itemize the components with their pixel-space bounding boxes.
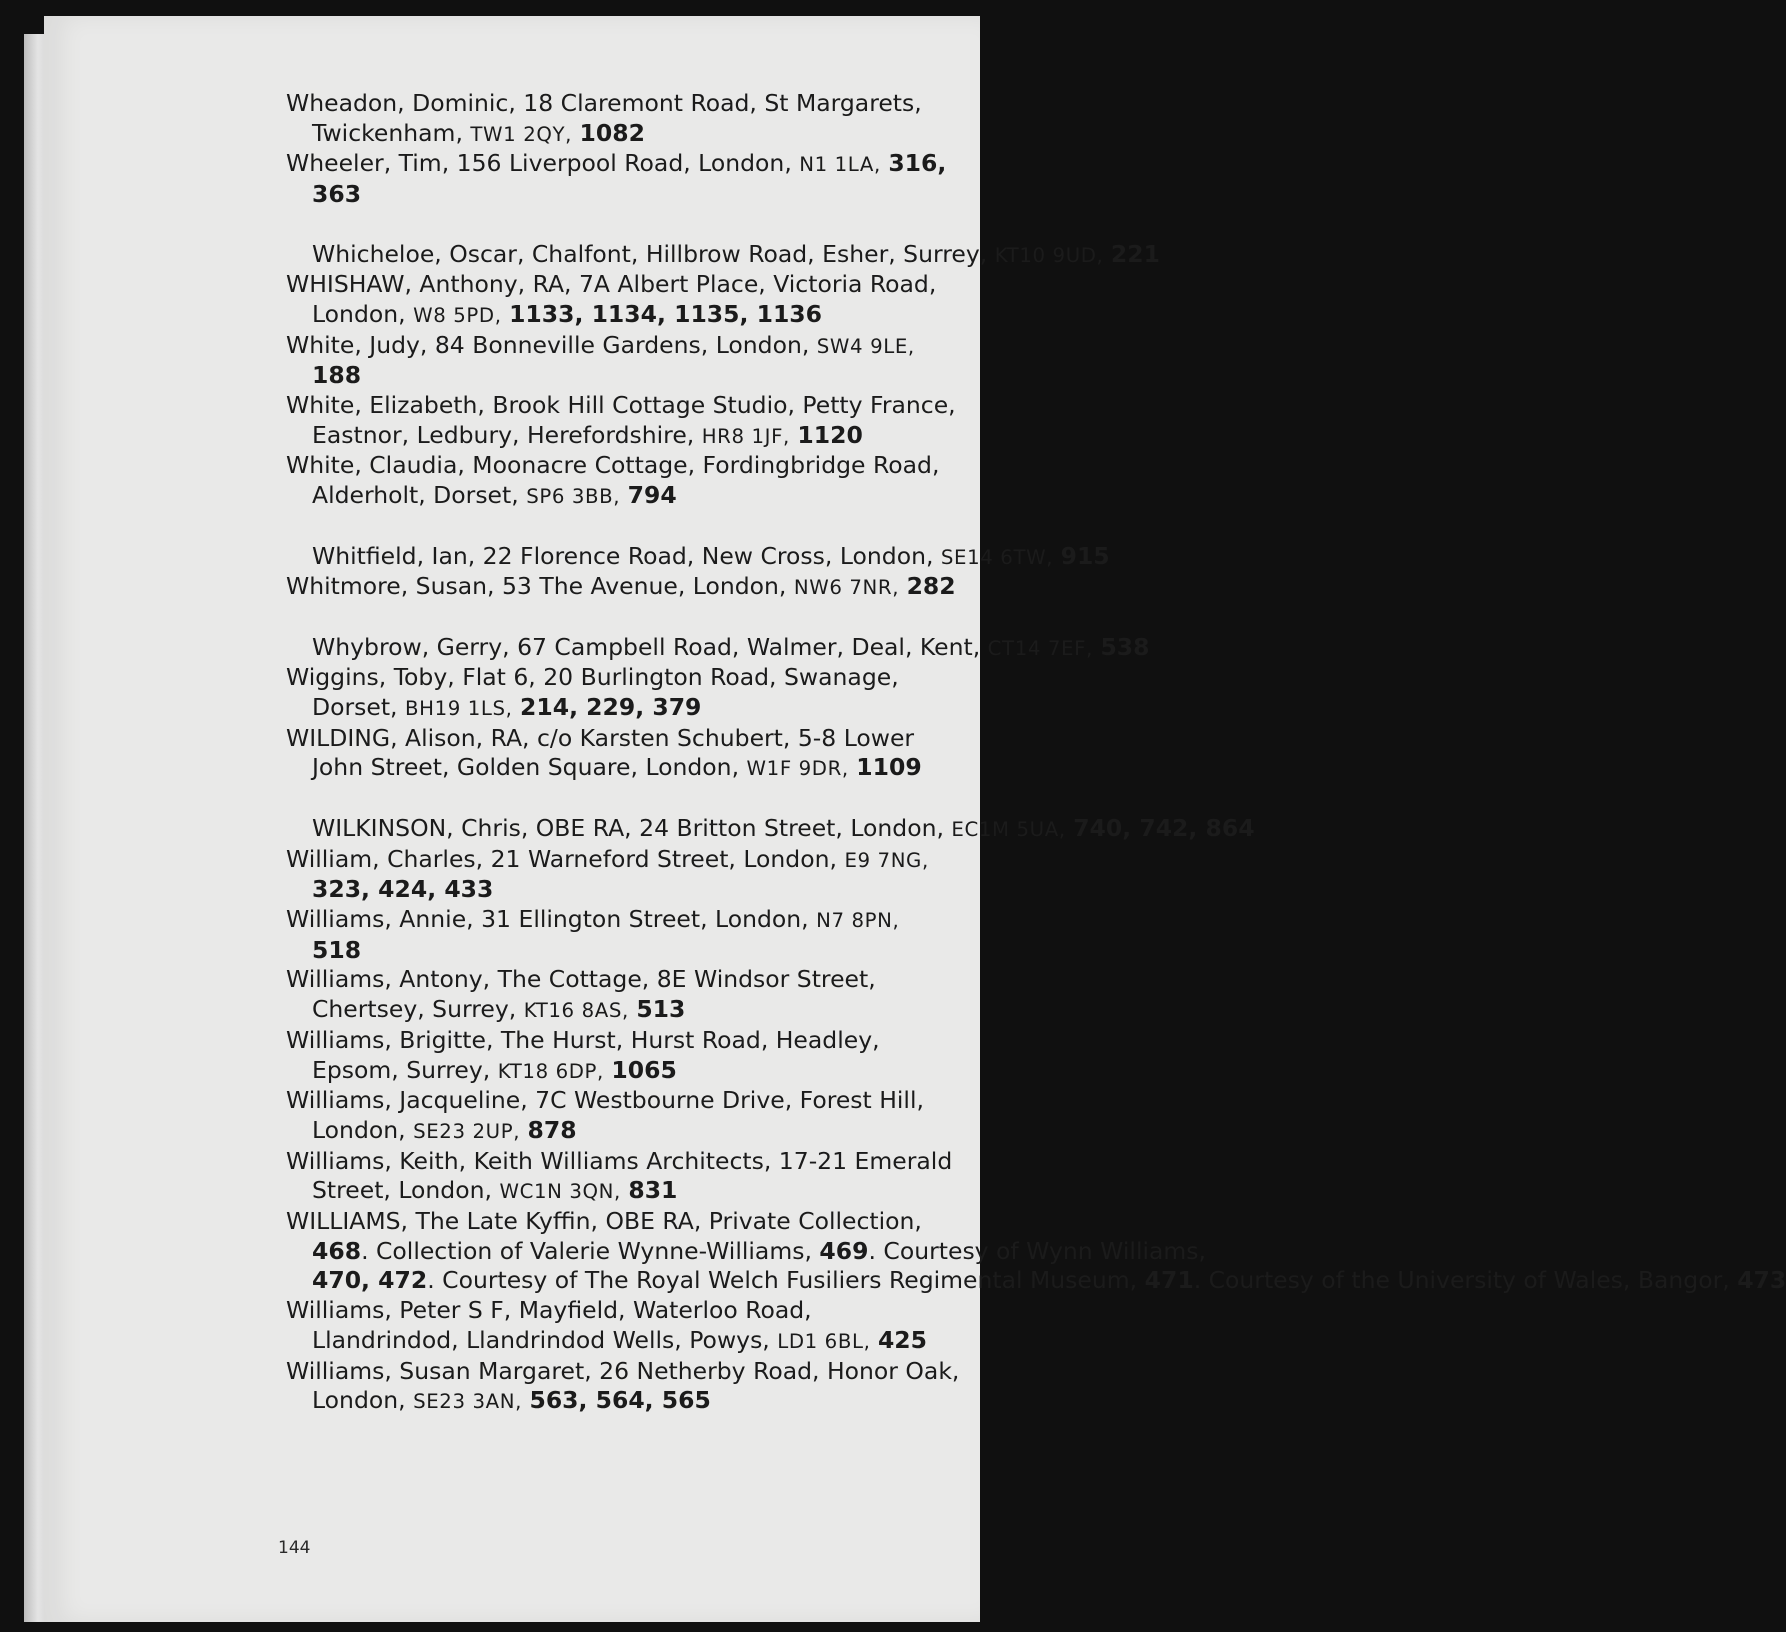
- page-number: 144: [278, 1538, 311, 1558]
- postcode: KT18 6DP,: [497, 1059, 604, 1083]
- entry-text: Whybrow, Gerry, 67 Campbell Road, Walmer, Deal, Kent,: [312, 632, 981, 661]
- index-entry-kyffin: [286, 1207, 1786, 1296]
- page-refs: 1082: [579, 118, 645, 147]
- postcode: E9 7NG,: [844, 848, 929, 872]
- postcode: N7 8PN,: [816, 908, 900, 932]
- index-entry: [286, 603, 1150, 663]
- entry-text: White, Claudia, Moonacre Cottage, Fordingbridge Road, Alderholt, Dorset,: [286, 451, 940, 510]
- page-refs: 1133, 1134, 1135, 1136: [509, 299, 823, 328]
- index-entry: [286, 1086, 976, 1146]
- page-refs: 221: [1110, 239, 1160, 268]
- page-refs: 518: [312, 935, 362, 964]
- postcode: HR8 1JF,: [701, 424, 790, 448]
- entry-text: White, Elizabeth, Brook Hill Cottage Studio, Petty France, Eastnor, Ledbury, Herefordshire,: [286, 391, 956, 449]
- page-refs: 878: [527, 1115, 577, 1144]
- index-entry: [286, 905, 976, 965]
- entry-text: WILDING, Alison, RA, c/o Karsten Schubert, 5-8 Lower John Street, Golden Square, London,: [286, 723, 915, 782]
- page-refs: 469: [819, 1236, 869, 1265]
- postcode: BH19 1LS,: [405, 697, 513, 721]
- page-refs: 282: [906, 572, 956, 601]
- index-entry: [286, 845, 976, 905]
- entry-text: Whitfield, Ian, 22 Florence Road, New Cross, London,: [312, 541, 934, 570]
- postcode: KT10 9UD,: [994, 243, 1104, 267]
- entry-text: Williams, Annie, 31 Ellington Street, London,: [286, 904, 817, 933]
- page-refs: 563, 564, 565: [529, 1386, 711, 1415]
- entry-text: WILLIAMS, The Late Kyffin, OBE RA, Private Collection,: [286, 1207, 922, 1236]
- index-entry: [286, 270, 976, 330]
- page-refs: 468: [312, 1236, 362, 1265]
- index-entry: [286, 1026, 976, 1086]
- entry-text: . Collection of Valerie Wynne-Williams,: [361, 1236, 812, 1265]
- page-refs: 471: [1144, 1266, 1194, 1295]
- page-refs: 538: [1100, 632, 1150, 661]
- postcode: NW6 7NR,: [793, 576, 900, 600]
- index-entry: [286, 210, 1160, 270]
- entry-text: . Courtesy of Wynn Williams,: [868, 1236, 1207, 1265]
- postcode: KT16 8AS,: [523, 999, 629, 1023]
- entry-text: Williams, Jacqueline, 7C Westbourne Drive, Forest Hill, London,: [286, 1086, 924, 1144]
- index-entry: [286, 724, 976, 784]
- postcode: CT14 7EF,: [987, 636, 1093, 660]
- entry-text: Williams, Peter S F, Mayfield, Waterloo Road, Llandrindod, Llandrindod Wells, Powys,: [286, 1296, 812, 1354]
- page-refs: 513: [636, 995, 686, 1024]
- postcode: W1F 9DR,: [746, 757, 849, 781]
- postcode: SW4 9LE,: [816, 334, 915, 358]
- entry-text: Whitmore, Susan, 53 The Avenue, London,: [286, 572, 794, 601]
- postcode: N1 1LA,: [799, 153, 881, 177]
- index-entry: [286, 784, 1255, 844]
- page-refs: 1065: [611, 1055, 677, 1084]
- page-refs-cont: 363: [312, 180, 362, 209]
- page-refs: 473: [1737, 1266, 1786, 1295]
- index-entry: [286, 572, 976, 603]
- entry-text: Whicheloe, Oscar, Chalfont, Hillbrow Road, Esher, Surrey,: [312, 239, 988, 268]
- index-entry: [286, 1357, 976, 1417]
- page-refs: 425: [877, 1325, 927, 1354]
- page-refs: 1109: [856, 753, 922, 782]
- entry-text: William, Charles, 21 Warneford Street, London,: [286, 844, 845, 873]
- index-entry: [286, 149, 976, 209]
- index-entry: [286, 451, 976, 511]
- page-refs: 740, 742, 864: [1073, 813, 1255, 842]
- entry-text: . Courtesy of the University of Wales, Bangor,: [1193, 1266, 1730, 1295]
- index-entry: [286, 512, 1110, 572]
- page-refs: 316,: [888, 149, 947, 178]
- postcode: WC1N 3QN,: [499, 1180, 621, 1204]
- page-refs: 831: [628, 1176, 678, 1205]
- postcode: SE14 6TW,: [940, 545, 1054, 569]
- postcode: SE23 2UP,: [413, 1119, 521, 1143]
- page-refs: 470, 472: [312, 1266, 428, 1295]
- entry-text: . Courtesy of The Royal Welch Fusiliers Regimental Museum,: [427, 1266, 1138, 1295]
- postcode: LD1 6BL,: [777, 1329, 871, 1353]
- index-entry: [286, 1296, 976, 1356]
- entry-text: Williams, Antony, The Cottage, 8E Windsor Street, Chertsey, Surrey,: [286, 965, 876, 1024]
- page-refs: 214, 229, 379: [520, 693, 702, 722]
- page-refs: 915: [1060, 541, 1110, 570]
- page-refs: 188: [312, 361, 362, 390]
- postcode: SP6 3BB,: [526, 485, 621, 509]
- entry-text: Wheadon, Dominic, 18 Claremont Road, St Margarets, Twickenham,: [286, 89, 922, 147]
- postcode: TW1 2QY,: [470, 122, 573, 146]
- postcode: W8 5PD,: [413, 303, 502, 327]
- entry-text: WILKINSON, Chris, OBE RA, 24 Britton Street, London,: [312, 813, 944, 842]
- entry-text: Wiggins, Toby, Flat 6, 20 Burlington Road, Swanage, Dorset,: [286, 663, 899, 722]
- page-refs: 323, 424, 433: [312, 875, 494, 904]
- entry-text: Williams, Brigitte, The Hurst, Hurst Road, Headley, Epsom, Surrey,: [286, 1025, 880, 1084]
- index-entry: [286, 663, 976, 723]
- entry-text: WHISHAW, Anthony, RA, 7A Albert Place, Victoria Road, London,: [286, 270, 937, 328]
- page-refs: 794: [627, 481, 677, 510]
- postcode: EC1M 5UA,: [951, 817, 1066, 841]
- entry-text: Wheeler, Tim, 156 Liverpool Road, London,: [286, 149, 800, 178]
- index-entry: [286, 391, 976, 451]
- index-entries: [286, 89, 1786, 1417]
- index-entry: [286, 331, 976, 391]
- index-entry: [286, 89, 976, 149]
- index-entry: [286, 965, 976, 1025]
- index-entry: [286, 1147, 976, 1207]
- page-refs: 1120: [797, 420, 863, 449]
- entry-text: Williams, Keith, Keith Williams Architects, 17-21 Emerald Street, London,: [286, 1146, 953, 1205]
- entry-text: Williams, Susan Margaret, 26 Netherby Road, Honor Oak, London,: [286, 1356, 960, 1415]
- postcode: SE23 3AN,: [413, 1390, 522, 1414]
- entry-text: White, Judy, 84 Bonneville Gardens, London,: [286, 330, 817, 359]
